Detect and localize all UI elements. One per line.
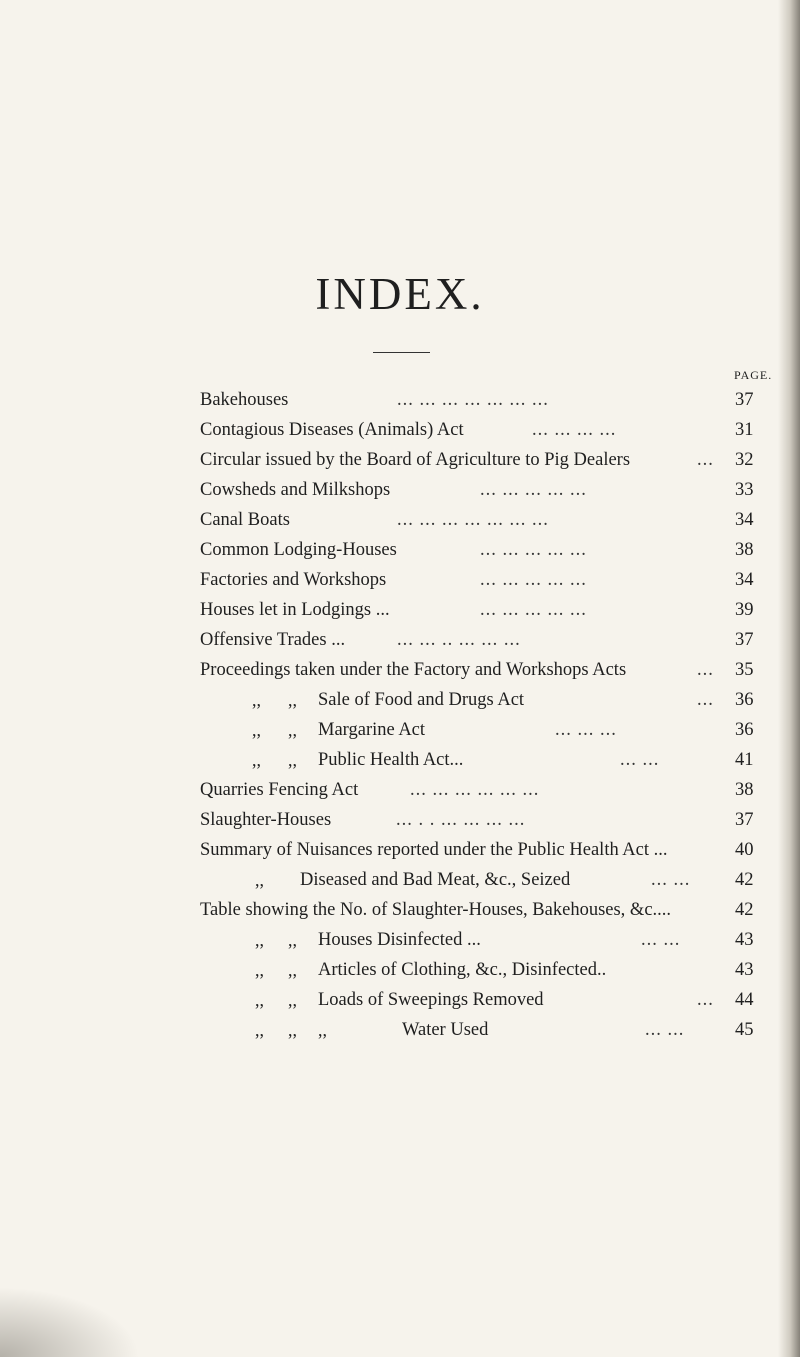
ditto-mark: ,, bbox=[255, 1020, 264, 1040]
index-entry bbox=[0, 660, 800, 690]
ditto-mark: ,, bbox=[288, 690, 297, 710]
entry-page: 33 bbox=[735, 480, 754, 500]
entry-page: 36 bbox=[735, 720, 754, 740]
ditto-mark: ,, bbox=[288, 750, 297, 770]
index-entry bbox=[0, 990, 800, 1020]
entry-label: Table showing the No. of Slaughter-Houses, Bakehouses, &c.... bbox=[200, 900, 672, 920]
page-title: INDEX. bbox=[315, 269, 485, 319]
entry-label: Factories and Workshops bbox=[200, 570, 387, 590]
index-entry bbox=[0, 630, 800, 660]
entry-page: 43 bbox=[735, 960, 754, 980]
entry-label: Sale of Food and Drugs Act bbox=[318, 690, 525, 710]
leader-dots: ... bbox=[697, 660, 714, 680]
index-entry bbox=[0, 750, 800, 780]
index-entry bbox=[0, 720, 800, 750]
leader-dots: ... ... ... ... ... bbox=[480, 540, 587, 560]
index-entry bbox=[0, 540, 800, 570]
leader-dots: ... ... bbox=[620, 750, 660, 770]
entry-page: 36 bbox=[735, 690, 754, 710]
leader-dots: ... ... bbox=[651, 870, 691, 890]
entry-page: 40 bbox=[735, 840, 754, 860]
leader-dots: ... ... ... ... ... bbox=[480, 480, 587, 500]
entry-page: 32 bbox=[735, 450, 754, 470]
index-entry bbox=[0, 690, 800, 720]
entry-label: Common Lodging-Houses bbox=[200, 540, 397, 560]
leader-dots: ... ... ... ... bbox=[532, 420, 617, 440]
entry-page: 39 bbox=[735, 600, 754, 620]
entry-label: Loads of Sweepings Removed bbox=[318, 990, 544, 1010]
leader-dots: ... bbox=[697, 990, 714, 1010]
leader-dots: ... ... ... ... ... bbox=[480, 570, 587, 590]
entry-page: 35 bbox=[735, 660, 754, 680]
index-entry bbox=[0, 960, 800, 990]
ditto-mark: ,, bbox=[288, 930, 297, 950]
index-entry bbox=[0, 810, 800, 840]
leader-dots: ... ... ... ... ... ... ... bbox=[397, 390, 549, 410]
entry-label: Diseased and Bad Meat, &c., Seized bbox=[300, 870, 571, 890]
leader-dots: ... bbox=[697, 690, 714, 710]
index-entry bbox=[0, 570, 800, 600]
ditto-mark: ,, bbox=[255, 870, 264, 890]
entry-label: Bakehouses bbox=[200, 390, 289, 410]
ditto-mark: ,, bbox=[288, 960, 297, 980]
ditto-mark: ,, bbox=[252, 690, 261, 710]
entry-label: Proceedings taken under the Factory and Workshops Acts bbox=[200, 660, 627, 680]
ditto-mark: ,, bbox=[255, 930, 264, 950]
ditto-mark: ,, bbox=[255, 960, 264, 980]
leader-dots: ... ... bbox=[641, 930, 681, 950]
index-entry bbox=[0, 930, 800, 960]
entry-label: Slaughter-Houses bbox=[200, 810, 332, 830]
entry-label: Articles of Clothing, &c., Disinfected.. bbox=[318, 960, 607, 980]
entry-label: Circular issued by the Board of Agriculture to Pig Dealers bbox=[200, 450, 631, 470]
index-entry bbox=[0, 840, 800, 870]
leader-dots: ... ... ... ... ... ... ... bbox=[397, 510, 549, 530]
entry-label: Cowsheds and Milkshops bbox=[200, 480, 391, 500]
index-entry bbox=[0, 600, 800, 630]
entry-page: 31 bbox=[735, 420, 754, 440]
index-entry bbox=[0, 900, 800, 930]
leader-dots: ... ... ... bbox=[555, 720, 617, 740]
entry-label: Houses Disinfected ... bbox=[318, 930, 481, 950]
entry-page: 37 bbox=[735, 810, 754, 830]
index-entry bbox=[0, 390, 800, 420]
index-entry bbox=[0, 420, 800, 450]
entry-page: 38 bbox=[735, 540, 754, 560]
leader-dots: ... ... .. ... ... ... bbox=[397, 630, 521, 650]
ditto-mark: ,, bbox=[288, 990, 297, 1010]
page-corner-shadow bbox=[0, 1287, 140, 1357]
ditto-mark: ,, bbox=[252, 750, 261, 770]
entry-label: Contagious Diseases (Animals) Act bbox=[200, 420, 464, 440]
title-rule bbox=[373, 352, 430, 353]
ditto-mark: ,, bbox=[252, 720, 261, 740]
entry-label: Canal Boats bbox=[200, 510, 290, 530]
ditto-mark: ,, bbox=[255, 990, 264, 1010]
entry-label: Quarries Fencing Act bbox=[200, 780, 359, 800]
entry-label: Summary of Nuisances reported under the Public Health Act ... bbox=[200, 840, 668, 860]
entry-page: 42 bbox=[735, 870, 754, 890]
entry-page: 38 bbox=[735, 780, 754, 800]
ditto-mark: ,, bbox=[318, 1020, 327, 1040]
leader-dots: ... ... bbox=[645, 1020, 685, 1040]
index-entry bbox=[0, 870, 800, 900]
entry-label: Public Health Act... bbox=[318, 750, 464, 770]
index-entry bbox=[0, 510, 800, 540]
entry-label: Houses let in Lodgings ... bbox=[200, 600, 390, 620]
index-entry bbox=[0, 480, 800, 510]
entry-page: 45 bbox=[735, 1020, 754, 1040]
ditto-mark: ,, bbox=[288, 720, 297, 740]
entry-page: 44 bbox=[735, 990, 754, 1010]
entry-label: Offensive Trades ... bbox=[200, 630, 346, 650]
leader-dots: ... bbox=[697, 450, 714, 470]
entry-page: 34 bbox=[735, 570, 754, 590]
entry-page: 37 bbox=[735, 630, 754, 650]
leader-dots: ... . . ... ... ... ... bbox=[396, 810, 526, 830]
entry-label: Margarine Act bbox=[318, 720, 426, 740]
leader-dots: ... ... ... ... ... bbox=[480, 600, 587, 620]
leader-dots: ... ... ... ... ... ... bbox=[410, 780, 540, 800]
entry-page: 43 bbox=[735, 930, 754, 950]
entry-page: 42 bbox=[735, 900, 754, 920]
entry-page: 37 bbox=[735, 390, 754, 410]
ditto-mark: ,, bbox=[288, 1020, 297, 1040]
page-column-header: PAGE. bbox=[734, 368, 773, 382]
index-entry bbox=[0, 1020, 800, 1050]
entry-page: 34 bbox=[735, 510, 754, 530]
index-entry bbox=[0, 780, 800, 810]
entry-page: 41 bbox=[735, 750, 754, 770]
index-entry bbox=[0, 450, 800, 480]
entry-label: Water Used bbox=[402, 1020, 489, 1040]
